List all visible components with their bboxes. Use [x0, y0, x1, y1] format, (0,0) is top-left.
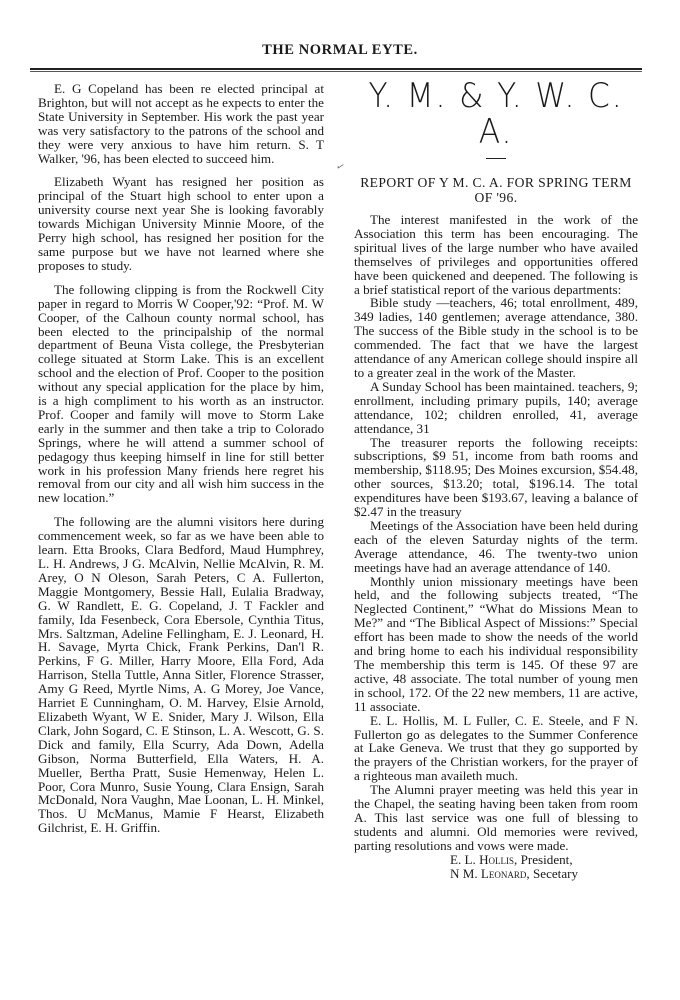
- signature-president: E. L. Hollis, President,: [450, 851, 573, 867]
- paragraph-alumni-prayer: The Alumni prayer meeting was held this year in the Chapel, the seating having been taken from room A. This last service was one full of blessing to students and alumni. Old memories were revived, parting resolutions and vows were made.: [354, 782, 638, 853]
- paragraph-sunday-school: A Sunday School has been maintained. teachers, 9; enrollment, including primary pupils, 140; average attendance, 102; children enrolled, 41, average attendance, 31: [354, 378, 638, 436]
- signature-role: President,: [520, 851, 573, 867]
- ymca-masthead: Y. M. & Y. W. C. A.: [368, 76, 624, 152]
- paragraph-cooper-clipping: The following clipping is from the Rockwell City paper in regard to Morris W Cooper,'92: “Prof. M. W Cooper, of the Calhoun county normal school, has been elected to the principalship of the normal department of Beuna Vista college, the Presbyterian college situated at Storm Lake. This is an excellent school and the election of Prof. Cooper to the position without any special application for the place by him, is a high compliment to his worth as an instructor. Prof. Cooper and family will move to Storm Lake early in the summer and then take a trip to Colorado Springs, where he will attend a summer school of pedagogy thus keeping himself in line for still better work in his profession Many friends here regret his removal from our city and all wish him success in the new location.”: [38, 281, 324, 506]
- paragraph-delegates: E. L. Hollis, M. L Fuller, C. E. Steele, and F N. Fullerton go as delegates to the Summer Conference at Lake Geneva. We trust that they go supported by the prayers of the Christian workers, for the prayer of a righteous man availeth much.: [354, 712, 638, 784]
- paragraph-copeland: E. G Copeland has been re elected principal at Brighton, but will not accept as he expects to enter the State University in September. His work the past year was very satisfactory to the patrons of the school and they were very anxious to have him return. S. T Walker, '96, has been elected to succeed him.: [38, 81, 324, 166]
- paragraph-meetings: Meetings of the Association have been held during each of the eleven Saturday nights of the term. Average attendance, 46. The twenty-two union meetings have had an average attendance of 140.: [354, 517, 638, 575]
- signature-secretary: N M. Leonard, Secetary: [450, 865, 579, 881]
- paragraph-alumni-visitors: The following are the alumni visitors here during commencement week, so far as we have been able to learn. Etta Brooks, Clara Bedford, Maud Humphrey, L. H. Andrews, J G. McAlvin, Nellie McAlvin, R. M. Arey, O N Oleson, Sarah Peters, C A. Fullerton, Maggie Montgomery, Bessie Hall, Eulalia Bradway, G. W Randlett, E. G. Copeland, J. T Fackler and family, Ida Fesenbeck, Cora Ebersole, Cynthia Titus, Mrs. Saltzman, Adeline Fellingham, E. J. Leonard, H. H. Savage, Myrta Chick, Frank Perkins, Dan'l R. Perkins, F G. Miller, Harry Moore, Ella Ford, Ada Harrison, Stella Tuttle, Anna Sitler, Florence Strasser, Amy G Reed, Myrtle Nims, A. G Morey, Joe Vance, Harriet E Cunningham, O. M. Harvey, Elsie Arnold, Elizabeth Wyant, W E. Snider, Mary J. Wilson, Ella Clark, John Sogard, C. E Stinson, L. A. Wescott, G. S. Dick and family, Ella Scurry, Ada Down, Adella Gibson, Norma Butterfield, Ella Waters, H. A. Mueller, Bertha Pratt, Susie Hemenway, Helen L. Poor, Cora Munro, Susie Young, Clara Ensign, Sarah McDonald, Nora Vaughn, Mae Loonan, L. H. Minkel, Thos. U McManus, Mamie F Hearst, Elizabeth Gilchrist, E. H. Griffin.: [38, 514, 324, 836]
- paragraph-bible-study: Bible study —teachers, 46; total enrollment, 489, 349 ladies, 140 gentlemen; average attendance, 380. The success of the Bible study in the school is to be commended. The fact that we have the largest attendance of any American college should inspire all to a greater zeal in the work of the Master.: [354, 295, 638, 380]
- report-title: REPORT OF Y M. C. A. FOR SPRING TERM OF '96.: [360, 175, 632, 205]
- paragraph-missionary: Monthly union missionary meetings have been held, and the following subjects treated, “The Neglected Continent,” “What do Missions Mean to Me?” and “The Biblical Aspect of Missions:” Special effort has been made to show the needs of the world and bring home to each his individual responsibility The membership this term is 145. Of these 97 are active, 48 associate. The total number of young men in school, 172. Of the 22 new members, 11 are active, 11 associate.: [354, 573, 638, 714]
- paragraph-wyant: Elizabeth Wyant has resigned her position as principal of the Stuart high school to enter upon a university course next year She is looking favorably towards Michigan University Minnie Moore, of the Perry high school, has resigned her position for the same purpose but we have not learned where she proposes to study.: [38, 174, 324, 273]
- paragraph-treasurer: The treasurer reports the following receipts: subscriptions, $9 51, income from bath rooms and membership, $118.95; Des Moines excursion, $54.48, other sources, $13.20; total, $196.14. The total expenditures have been $193.67, leaving a balance of $2.47 in the treasury: [354, 434, 638, 520]
- left-column: [38, 82, 324, 845]
- page-header-title: THE NORMAL EYTE.: [262, 42, 418, 58]
- right-column: [354, 76, 638, 881]
- signature-role: Secetary: [532, 865, 579, 881]
- signature-name: E. L. Hollis: [450, 851, 515, 867]
- signature-name: N M. Leonard: [450, 865, 527, 881]
- section-dash-divider: [486, 158, 506, 159]
- header-rule-divider: [30, 68, 642, 72]
- margin-check-mark: ✓: [334, 160, 347, 175]
- paragraph-intro: The interest manifested in the work of the Association this term has been encouraging. The spiritual lives of the large number who have availed themselves of privileges and opportunities offered have been quickened and deepened. The following is a brief statistical report of the various departments:: [354, 212, 638, 297]
